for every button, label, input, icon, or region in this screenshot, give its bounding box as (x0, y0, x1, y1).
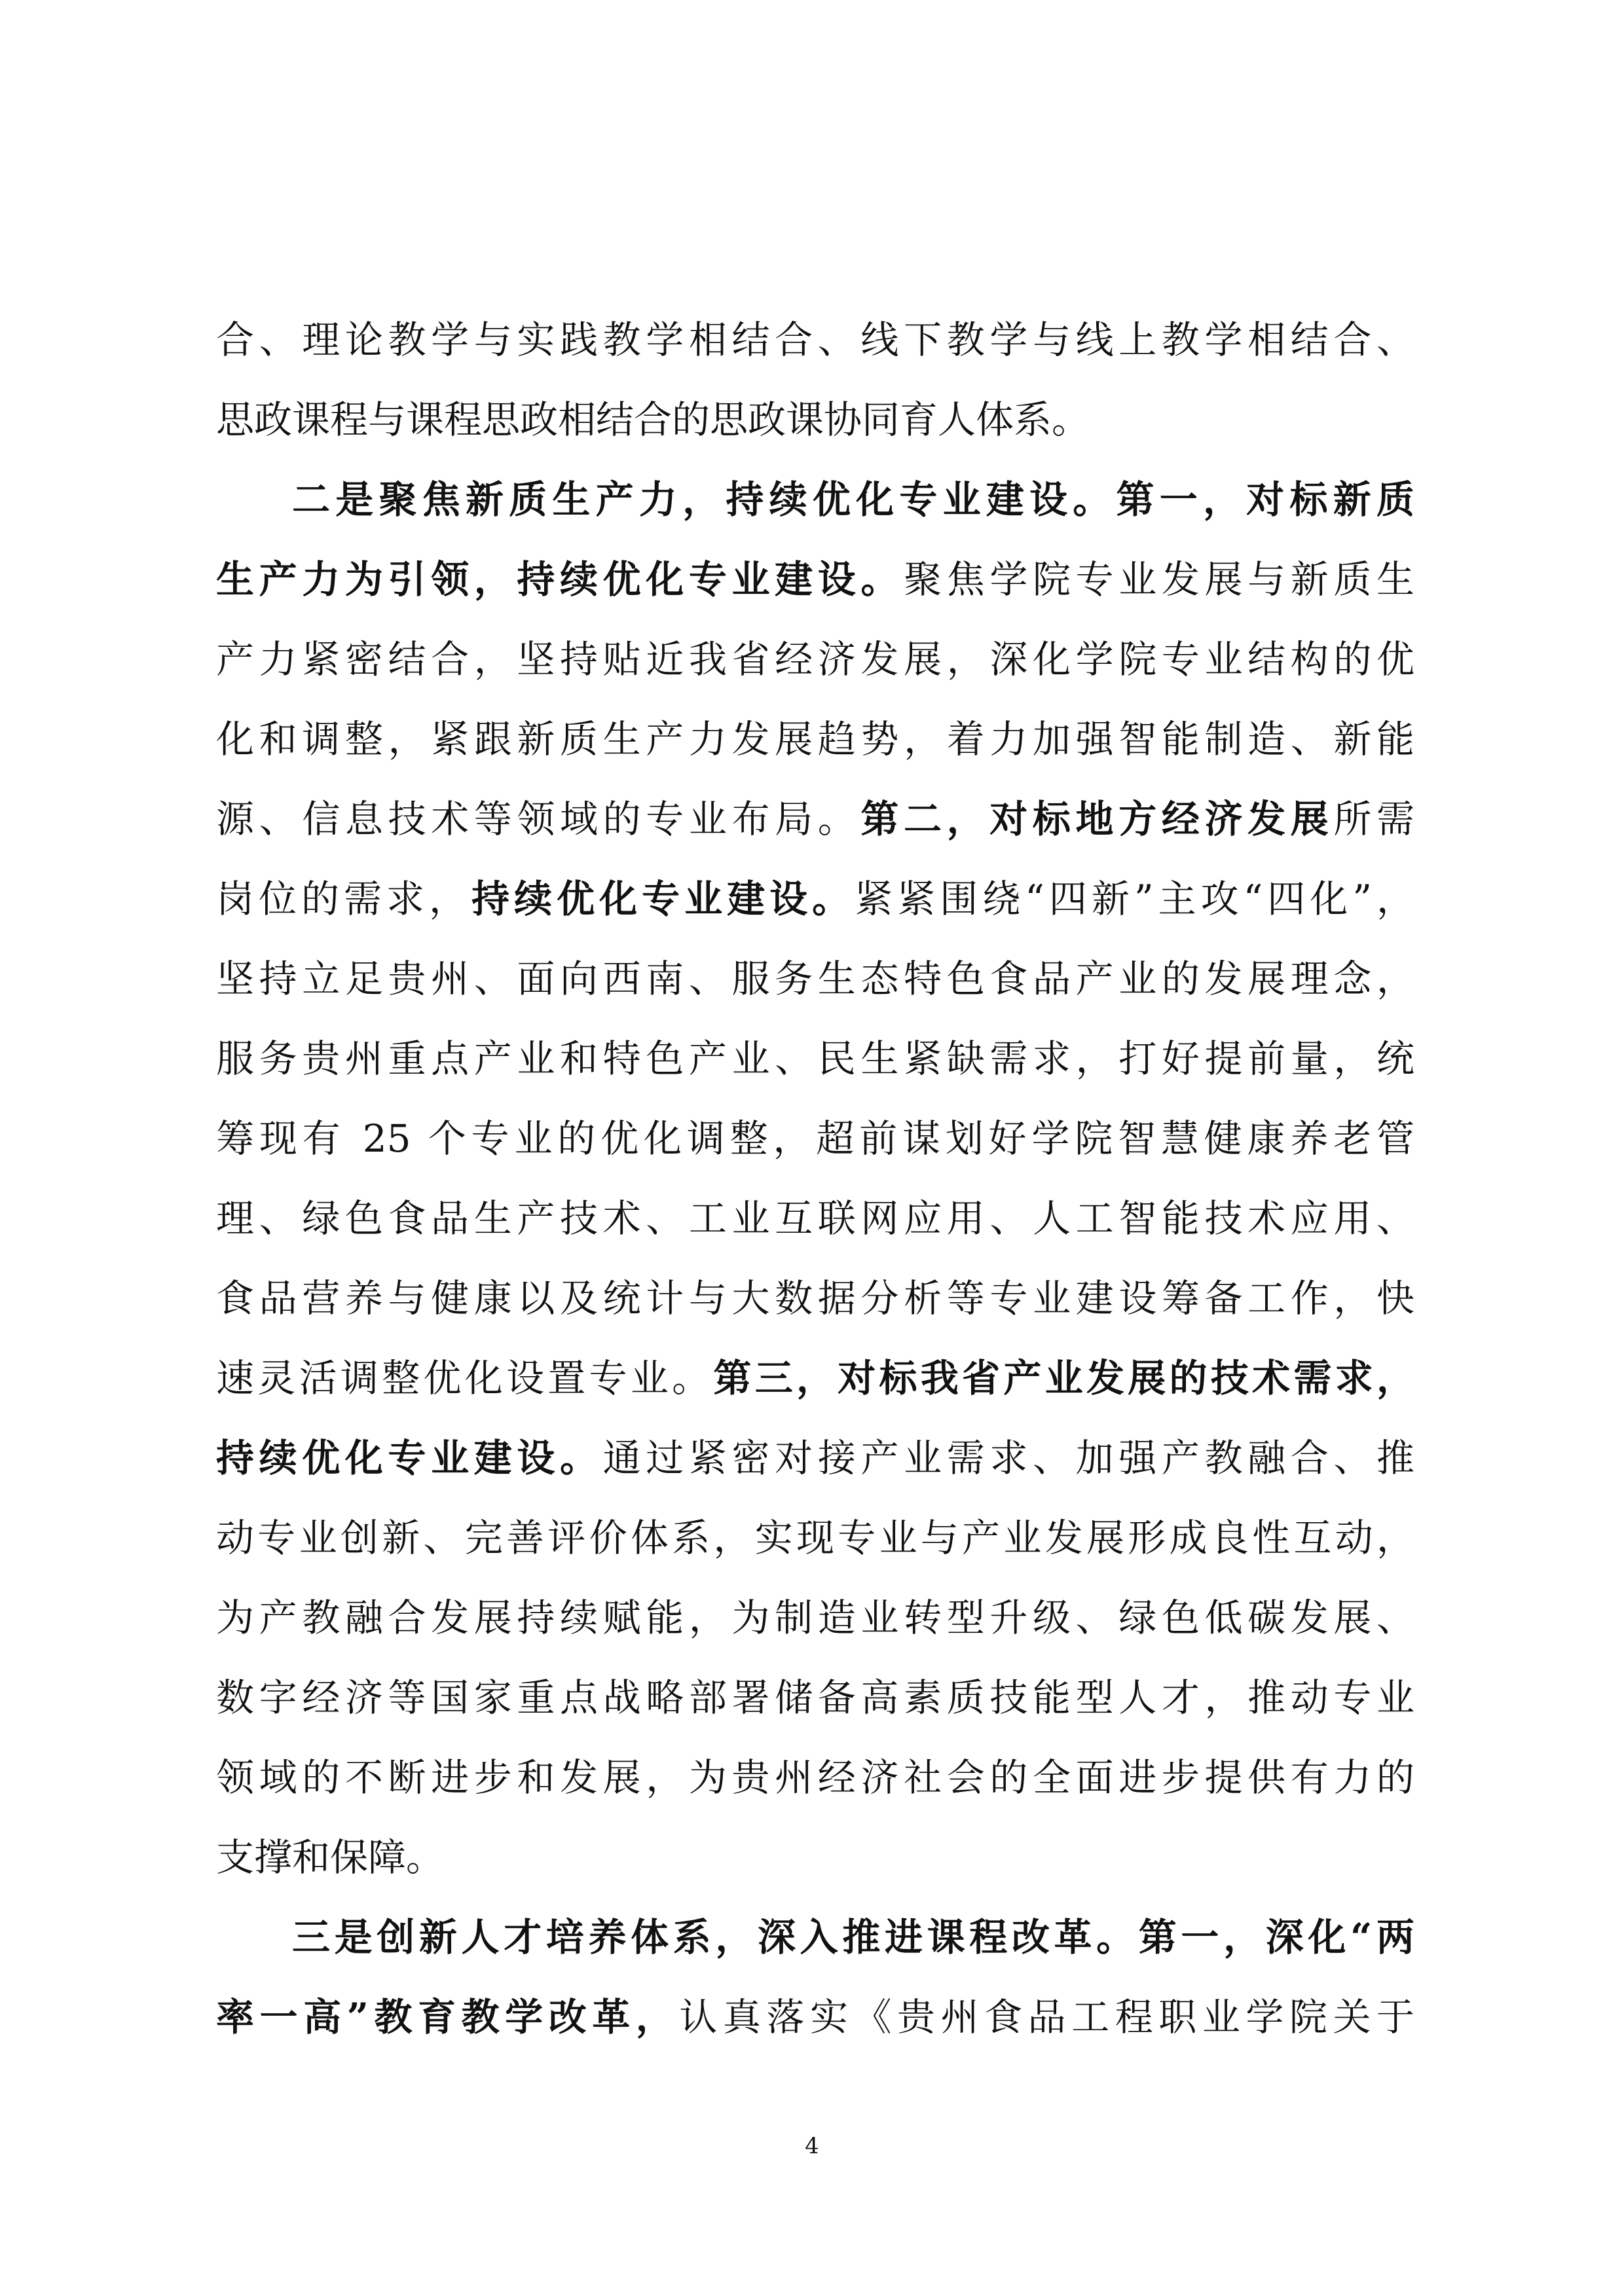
text-segment: 数字经济等国家重点战略部署储备高素质技能型人才，推动专业 (216, 1675, 1414, 1720)
text-segment: 岗位的需求， (216, 877, 472, 921)
text-segment: 支撑和保障。 (216, 1835, 445, 1880)
text-line (216, 619, 1414, 699)
text-line (216, 1498, 1414, 1578)
bold-text-segment: 率一高”教育教学改革， (216, 1995, 680, 2039)
text-line (216, 1099, 1414, 1178)
text-line (216, 1178, 1414, 1258)
text-segment: 为产教融合发展持续赋能，为制造业转型升级、绿色低碳发展、 (216, 1595, 1414, 1640)
text-line (216, 1658, 1414, 1738)
text-line (216, 1019, 1414, 1099)
bold-text-segment: 持续优化专业建设。 (216, 1436, 603, 1480)
text-segment: 速灵活调整优化设置专业。 (216, 1356, 714, 1400)
text-segment: 服务贵州重点产业和特色产业、民生紧缺需求，打好提前量，统 (216, 1036, 1414, 1081)
text-segment: 认真落实《贵州食品工程职业学院关于 (679, 1995, 1414, 2039)
bold-text-segment: 二是聚焦新质生产力，持续优化专业建设。第一，对标新质 (292, 477, 1414, 522)
page-number: 4 (805, 2133, 819, 2159)
text-segment: 动专业创新、完善评价体系，实现专业与产业发展形成良性互动， (216, 1516, 1414, 1560)
text-line (216, 939, 1414, 1019)
bold-text-segment: 第二，对标地方经济发展 (860, 797, 1334, 841)
text-line (216, 1817, 1414, 1897)
text-segment: 紧紧围绕“四新”主攻“四化”， (855, 877, 1414, 921)
text-segment: 坚持立足贵州、面向西南、服务生态特色食品产业的发展理念， (216, 957, 1414, 1001)
text-line (216, 1578, 1414, 1658)
text-line (216, 859, 1414, 939)
text-segment: 源、信息技术等领域的专业布局。 (216, 797, 861, 841)
text-line (216, 300, 1414, 380)
text-segment: 食品营养与健康以及统计与大数据分析等专业建设筹备工作，快 (216, 1276, 1414, 1321)
text-line (216, 1738, 1414, 1817)
text-line (216, 539, 1414, 619)
bold-text-segment: 生产力为引领，持续优化专业建设。 (216, 557, 904, 602)
text-segment: 思政课程与课程思政相结合的思政课协同育人体系。 (216, 397, 1090, 442)
text-segment: 合、理论教学与实践教学相结合、线下教学与线上教学相结合、 (216, 318, 1414, 362)
text-line (216, 779, 1414, 859)
bold-text-segment: 三是创新人才培养体系，深入推进课程改革。第一，深化“两 (292, 1915, 1414, 1959)
text-segment: 理、绿色食品生产技术、工业互联网应用、人工智能技术应用、 (216, 1196, 1414, 1241)
bold-text-segment: 第三，对标我省产业发展的技术需求， (713, 1356, 1414, 1400)
text-line (216, 1418, 1414, 1498)
paragraph-heading-line (216, 460, 1414, 539)
text-line (216, 1977, 1414, 2057)
text-segment: 聚焦学院专业发展与新质生 (904, 557, 1414, 602)
body-text (216, 300, 1414, 2057)
text-segment: 通过紧密对接产业需求、加强产教融合、推 (602, 1436, 1414, 1480)
text-segment: 领域的不断进步和发展，为贵州经济社会的全面进步提供有力的 (216, 1755, 1414, 1800)
text-line (216, 1258, 1414, 1338)
text-line (216, 699, 1414, 779)
text-line (216, 1338, 1414, 1418)
text-segment: 筹现有 25 个专业的优化调整，超前谋划好学院智慧健康养老管 (216, 1116, 1414, 1161)
text-segment: 所需 (1333, 797, 1414, 841)
text-segment: 化和调整，紧跟新质生产力发展趋势，着力加强智能制造、新能 (216, 717, 1414, 761)
text-segment: 产力紧密结合，坚持贴近我省经济发展，深化学院专业结构的优 (216, 637, 1414, 682)
paragraph-heading-line (216, 1897, 1414, 1977)
bold-text-segment: 持续优化专业建设。 (471, 877, 855, 921)
text-line (216, 380, 1414, 460)
